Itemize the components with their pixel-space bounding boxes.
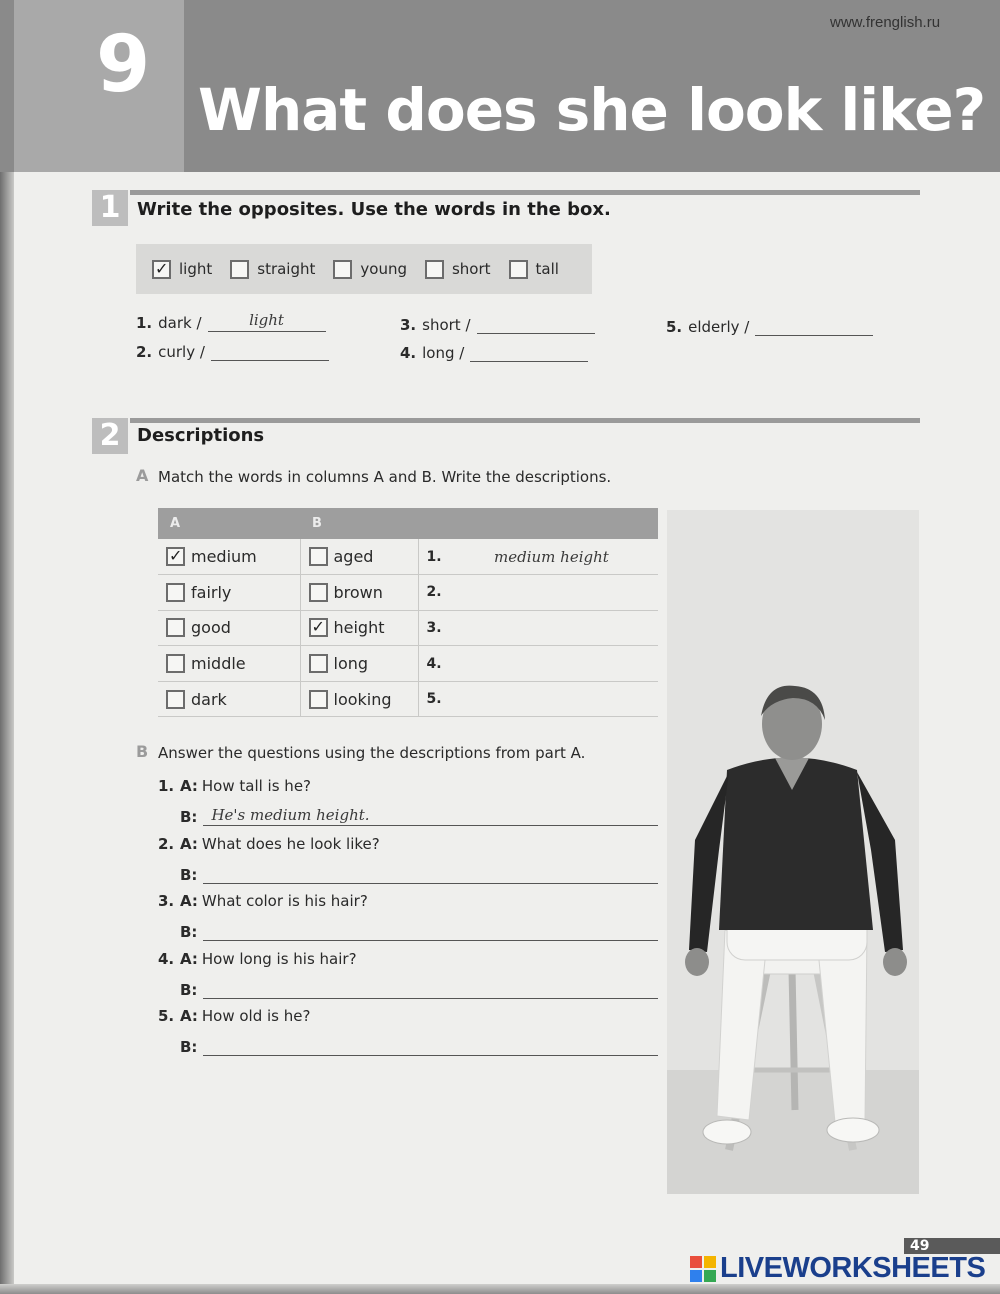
speaker-b-label: B: <box>180 808 198 826</box>
liveworksheets-brand[interactable] <box>690 1252 985 1285</box>
part-a-letter: A <box>136 466 149 485</box>
item-number: 4. <box>400 344 417 362</box>
answer-row <box>180 919 658 941</box>
part-a-instruction: Match the words in columns A and B. Write the descriptions. <box>158 468 612 486</box>
table-row <box>158 575 658 611</box>
description-answer[interactable] <box>458 610 658 646</box>
question-row <box>158 1007 658 1025</box>
column-a-word: good <box>191 618 231 638</box>
answer-line[interactable] <box>203 804 658 826</box>
row-number: 5. <box>418 681 458 717</box>
page-number: 49 <box>904 1238 1000 1254</box>
answer-blank[interactable] <box>211 341 329 361</box>
description-answer[interactable] <box>458 575 658 611</box>
question-text: How old is he? <box>201 1007 311 1025</box>
seated-man-illustration <box>667 510 919 1194</box>
question-number: 3. <box>158 892 175 910</box>
book-spine-shadow <box>0 0 14 1294</box>
word-box-label: short <box>451 260 491 278</box>
answer-line[interactable] <box>203 862 658 884</box>
handwritten-answer: medium height <box>494 548 609 567</box>
speaker-b-label: B: <box>180 923 198 941</box>
word-box-item[interactable] <box>425 260 491 279</box>
question-number: 2. <box>158 835 175 853</box>
item-prompt: curly / <box>158 343 205 361</box>
item-number: 5. <box>666 318 683 336</box>
question-number: 1. <box>158 777 175 795</box>
question-row <box>158 835 658 853</box>
column-a-word: medium <box>191 547 257 567</box>
item-number: 2. <box>136 343 153 361</box>
column-b-word: long <box>333 654 369 674</box>
handwritten-answer: light <box>249 311 284 329</box>
column-b-header: B <box>300 508 418 539</box>
speaker-a-label: A: <box>180 950 198 968</box>
word-box <box>136 244 592 294</box>
item-number: 3. <box>400 316 417 334</box>
column-b-word: looking <box>333 689 392 709</box>
speaker-a-label: A: <box>180 835 198 853</box>
word-box-item[interactable] <box>509 260 559 279</box>
column-a-word: dark <box>191 689 227 709</box>
row-number: 1. <box>418 539 458 575</box>
column-a-word: fairly <box>191 582 232 602</box>
checkbox-icon[interactable] <box>425 260 444 279</box>
speaker-a-label: A: <box>180 892 198 910</box>
column-a-header: A <box>158 508 300 539</box>
checkbox-icon[interactable] <box>309 654 328 673</box>
item-number: 1. <box>136 314 153 332</box>
checkbox-icon[interactable] <box>333 260 352 279</box>
row-number: 2. <box>418 575 458 611</box>
word-box-label: straight <box>257 260 316 278</box>
table-row <box>158 681 658 717</box>
section-1-rule <box>130 190 920 195</box>
checkbox-checked-icon[interactable] <box>152 260 171 279</box>
table-row <box>158 539 658 575</box>
checkbox-icon[interactable] <box>230 260 249 279</box>
speaker-a-label: A: <box>180 1007 198 1025</box>
answer-line[interactable] <box>203 919 658 941</box>
checkbox-icon[interactable] <box>309 547 328 566</box>
column-answer-header <box>418 508 658 539</box>
row-number: 3. <box>418 610 458 646</box>
question-number: 5. <box>158 1007 175 1025</box>
unit-number: 9 <box>96 20 149 110</box>
checkbox-checked-icon[interactable] <box>166 547 185 566</box>
answer-row <box>180 977 658 999</box>
match-table-header <box>158 508 658 539</box>
speaker-b-label: B: <box>180 866 198 884</box>
question-row <box>158 950 658 968</box>
answer-row <box>180 804 658 826</box>
opposite-item <box>136 341 329 361</box>
question-row <box>158 892 658 910</box>
answer-blank[interactable] <box>470 342 588 362</box>
match-table <box>158 508 658 717</box>
description-answer[interactable] <box>458 646 658 682</box>
section-2-title: Descriptions <box>137 425 265 446</box>
section-1-instruction: Write the opposites. Use the words in the box. <box>137 199 611 220</box>
speaker-b-label: B: <box>180 981 198 999</box>
site-url[interactable]: www.frenglish.ru <box>830 14 941 31</box>
question-text: What color is his hair? <box>201 892 368 910</box>
word-box-label: young <box>360 260 407 278</box>
section-2-number: 2 <box>92 418 128 454</box>
word-box-item[interactable] <box>333 260 407 279</box>
checkbox-icon[interactable] <box>166 690 185 709</box>
answer-row <box>180 862 658 884</box>
part-b-instruction: Answer the questions using the descriptions from part A. <box>158 744 586 762</box>
question-text: What does he look like? <box>201 835 380 853</box>
column-a-word: middle <box>191 654 246 674</box>
part-b-letter: B <box>136 742 149 761</box>
word-box-label: tall <box>535 260 559 278</box>
man-photo <box>667 510 919 1194</box>
opposite-item <box>666 316 873 336</box>
handwritten-answer: He's medium height. <box>211 806 370 824</box>
row-number: 4. <box>418 646 458 682</box>
page-title: What does she look like? <box>198 76 986 144</box>
answer-line[interactable] <box>203 977 658 999</box>
answer-blank[interactable] <box>208 312 326 332</box>
question-number: 4. <box>158 950 175 968</box>
item-prompt: dark / <box>158 314 202 332</box>
checkbox-icon[interactable] <box>309 583 328 602</box>
liveworksheets-logo-icon <box>690 1256 716 1282</box>
description-answer[interactable] <box>458 681 658 717</box>
brand-name: LIVEWORKSHEETS <box>720 1252 986 1284</box>
checkbox-checked-icon[interactable] <box>309 618 328 637</box>
word-box-label: light <box>179 260 213 278</box>
section-2-rule <box>130 418 920 423</box>
column-b-word: brown <box>333 582 383 602</box>
checkbox-icon[interactable] <box>309 690 328 709</box>
column-b-word: height <box>333 618 385 638</box>
question-text: How tall is he? <box>201 777 312 795</box>
question-row <box>158 777 658 795</box>
page-bottom-edge <box>0 1284 1000 1294</box>
item-prompt: long / <box>422 344 465 362</box>
item-prompt: short / <box>422 316 471 334</box>
answer-row <box>180 1034 658 1056</box>
answer-line[interactable] <box>203 1034 658 1056</box>
column-b-word: aged <box>333 547 374 567</box>
word-box-item[interactable] <box>230 260 315 279</box>
speaker-a-label: A: <box>180 777 198 795</box>
item-prompt: elderly / <box>688 318 750 336</box>
opposite-item <box>136 312 326 332</box>
speaker-b-label: B: <box>180 1038 198 1056</box>
opposite-item <box>400 342 588 362</box>
checkbox-icon[interactable] <box>509 260 528 279</box>
question-text: How long is his hair? <box>201 950 357 968</box>
opposite-item <box>400 314 595 334</box>
section-1-number: 1 <box>92 190 128 226</box>
answer-blank[interactable] <box>477 314 595 334</box>
word-box-item[interactable] <box>152 260 212 279</box>
description-answer[interactable] <box>458 539 658 575</box>
checkbox-icon[interactable] <box>166 618 185 637</box>
table-row <box>158 610 658 646</box>
table-row <box>158 646 658 682</box>
answer-blank[interactable] <box>755 316 873 336</box>
checkbox-icon[interactable] <box>166 583 185 602</box>
checkbox-icon[interactable] <box>166 654 185 673</box>
